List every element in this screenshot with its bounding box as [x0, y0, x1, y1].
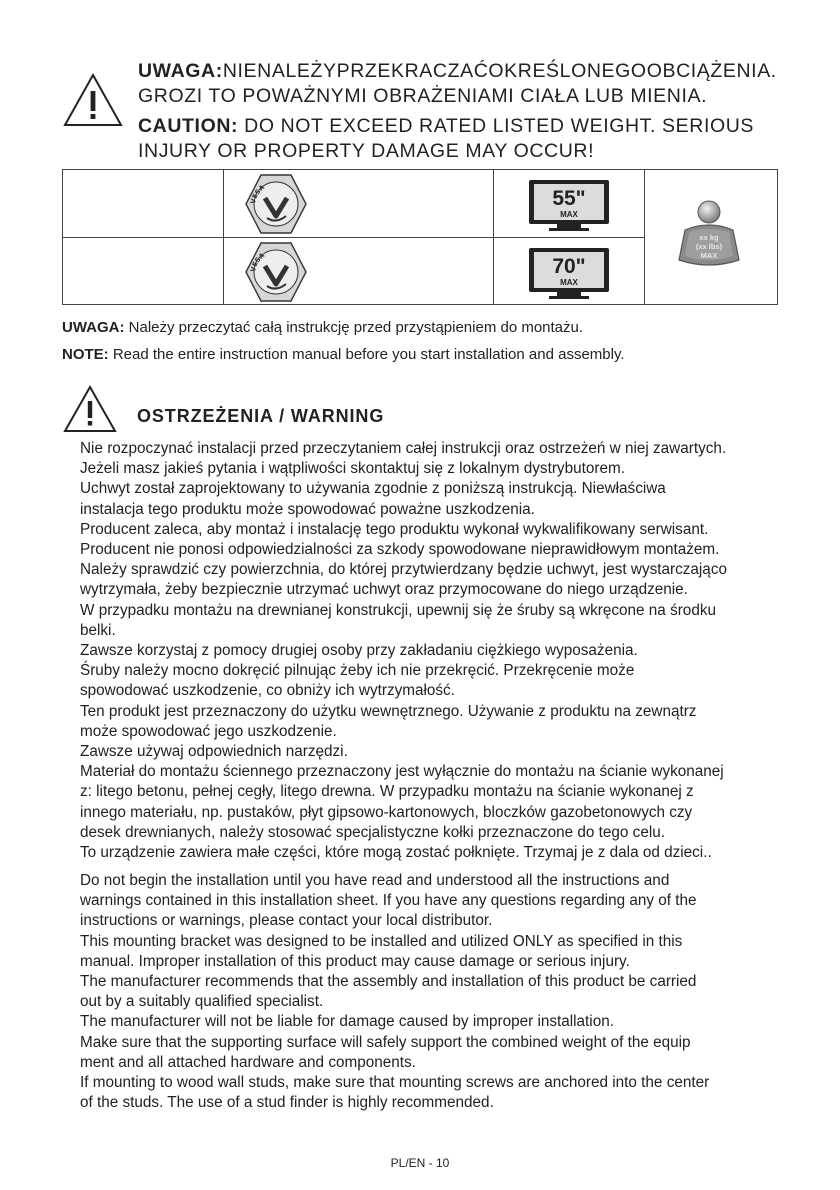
text-line: Zawsze używaj odpowiednich narzędzi. [80, 743, 348, 761]
text-line: Należy sprawdzić czy powierzchnia, do której przytwierdzany będzie uchwyt, jest wystarczająco [80, 561, 727, 579]
svg-text:70": 70" [552, 255, 586, 278]
svg-text:55": 55" [552, 187, 586, 210]
vesa-badge-icon [243, 240, 309, 304]
svg-text:MAX: MAX [700, 251, 718, 260]
text-line: ment and all attached hardware and components. [80, 1053, 416, 1071]
warning-triangle-icon [62, 384, 118, 434]
text-line: Materiał do montażu ściennego przeznaczony jest wyłącznie do montażu na ścianie wykonanej [80, 763, 724, 781]
text-line: To urządzenie zawiera małe części, które mogą zostać połknięte. Trzymaj je z dala od dzieci.. [80, 844, 712, 862]
text-line: The manufacturer will not be liable for damage caused by improper installation. [80, 1013, 614, 1031]
text-line: instalacja tego produktu może spowodować poważne uszkodzenia. [80, 500, 535, 518]
text-line: out by a suitably qualified specialist. [80, 993, 324, 1011]
text-line: spowodować uszkodzenie, co obniży ich wytrzymałość. [80, 682, 455, 700]
text-line: Producent nie ponosi odpowiedzialności za szkody spowodowane nieprawidłowym montażem. [80, 541, 720, 559]
text-line: W przypadku montażu na drewnianej konstrukcji, upewnij się że śruby są wkręcone na środku [80, 601, 716, 619]
text-line: Producent zaleca, aby montaż i instalację tego produktu wykonał wykwalifikowany serwisant. [80, 520, 709, 538]
text-line: może spowodować jego uszkodzenie. [80, 722, 337, 740]
warning-triangle-icon [62, 72, 124, 128]
warning-pl-text [80, 439, 727, 863]
page-number: PL/EN - 10 [390, 1156, 450, 1170]
text-line: Do not begin the installation until you have read and understood all the instructions and [80, 872, 670, 889]
vesa-badge-icon [243, 172, 309, 236]
text-line: instructions or warnings, please contact your local distributor. [80, 912, 493, 930]
text-line: The manufacturer recommends that the assembly and installation of this product be carried [80, 973, 697, 991]
text-line: Make sure that the supporting surface will safely support the combined weight of the equip [80, 1033, 691, 1051]
svg-text:VESA: VESA [249, 183, 267, 205]
svg-text:(xx lbs): (xx lbs) [695, 242, 723, 251]
text-line: Nie rozpoczynać instalacji przed przeczytaniem całej instrukcji oraz ostrzeżeń w niej zawartych. [80, 440, 727, 457]
caution-pl-line2: GROZI TO POWAŻNYMI OBRAŻENIAMI CIAŁA LUB MIENIA. [138, 85, 708, 107]
tv-size-icon [527, 246, 611, 300]
tv-size-icon [527, 178, 611, 232]
text-line: warnings contained in this installation sheet. If you have any questions regarding any of the [80, 892, 697, 910]
text-line: This mounting bracket was designed to be installed and utilized ONLY as specified in this [80, 932, 683, 950]
text-line: wytrzymała, żeby bezpiecznie utrzymać uchwyt oraz przymocowane do niego urządzenie. [80, 581, 688, 599]
text-line: Uchwyt został zaprojektowany to używania zgodnie z poniższą instrukcją. Niewłaściwa [80, 480, 666, 498]
text-line: manual. Improper installation of this product may cause damage or serious injury. [80, 952, 630, 970]
caution-pl-line1: UWAGA:NIENALEŻYPRZEKRACZAĆOKREŚLONEGOOBCIĄŻENIA. [138, 60, 777, 82]
text-line: Śruby należy mocno dokręcić pilnując żeby ich nie przekręcić. Przekręcenie może [80, 662, 635, 680]
text-line: belki. [80, 621, 116, 639]
text-line: If mounting to wood wall studs, make sure that mounting screws are anchored into the center [80, 1074, 710, 1092]
warning-en-text [80, 871, 709, 1113]
text-line: Ten produkt jest przeznaczony do użytku wewnętrznego. Używanie z produktu na zewnątrz [80, 702, 697, 720]
text-line: desek drewnianych, należy stosować specjalistyczne kołki przeznaczone do tego celu. [80, 823, 665, 841]
note-pl: UWAGA: Należy przeczytać całą instrukcję przed przystąpieniem do montażu. [62, 319, 584, 336]
svg-text:MAX: MAX [560, 278, 578, 287]
text-line: Jeżeli masz jakieś pytania i wątpliwości skontaktuj się z lokalnym dystrybutorem. [80, 460, 625, 478]
max-weight-person-icon [669, 198, 749, 278]
text-line: of the studs. The use of a stud finder is highly recommended. [80, 1094, 494, 1112]
text-line: innego materiału, np. pustaków, płyt gipsowo-kartonowych, bloczków gazobetonowych czy [80, 803, 693, 821]
svg-text:VESA: VESA [249, 251, 267, 273]
text-line: Zawsze korzystaj z pomocy drugiej osoby przy zakładaniu ciężkiego wyposażenia. [80, 642, 638, 660]
caution-en-line2: INJURY OR PROPERTY DAMAGE MAY OCCUR! [138, 140, 595, 162]
warning-title: OSTRZEŻENIA / WARNING [137, 406, 385, 426]
svg-text:MAX: MAX [560, 210, 578, 219]
svg-text:xx kg: xx kg [699, 233, 719, 242]
note-en: NOTE: Read the entire instruction manual before you start installation and assembly. [62, 346, 625, 363]
text-line: z: litego betonu, pełnej cegły, litego drewna. W przypadku montażu na ścianie wykonanej z [80, 783, 694, 801]
caution-en-line1: CAUTION: DO NOT EXCEED RATED LISTED WEIGHT. SERIOUS [138, 115, 755, 137]
spec-table [62, 169, 778, 305]
